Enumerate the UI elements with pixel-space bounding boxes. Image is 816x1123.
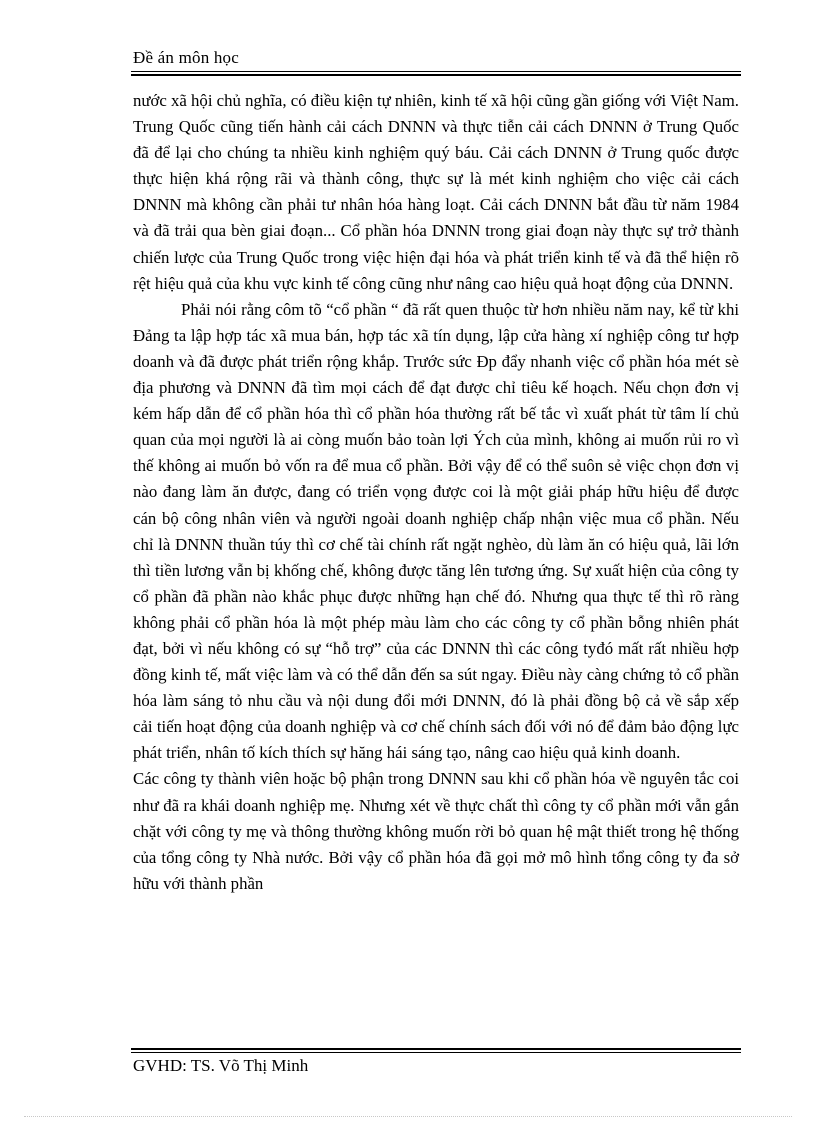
page-edge: [24, 1116, 792, 1117]
page-header-title: Đề án môn học: [133, 48, 239, 67]
footer-rule: [131, 1052, 741, 1053]
footer-rule-thick: [131, 1048, 741, 1050]
body-text: [133, 88, 739, 897]
paragraph: Các công ty thành viên hoặc bộ phận trong DNNN sau khi cổ phần hóa về nguyên tắc coi như đã ra khái doanh nghiệp mẹ. Nhưng xét về thực chất thì công ty cổ phần mới vẫn gắn chặt với công ty mẹ và thông thường không muốn rời bỏ quan hệ mật thiết trong hệ thống của tổng công ty Nhà nước. Bởi vậy cổ phần hóa đã gọi mở mô hình tổng công ty đa sở hữu với thành phần: [133, 769, 739, 893]
paragraph: Phải nói rằng côm tõ “cổ phần “ đã rất quen thuộc từ hơn nhiều năm nay, kể từ khi Đảng ta lập hợp tác xã mua bán, hợp tác xã tín dụng, lập cửa hàng xí nghiệp công tư hợp doanh và đã được phát triển rộng khắp. Trước sức Ðp đẩy nhanh việc cổ phần hóa mét sè địa phương và DNNN đã tìm mọi cách để đạt được chỉ tiêu kế hoạch. Nếu chọn đơn vị kém hấp dẫn để cổ phần hóa thì cổ phần hóa thường rất bế tắc vì xuất phát từ tâm lí chủ quan của mọi người là ai còng muốn bảo toàn lợi Ých của mình, không ai muốn rủi ro vì thế không ai muốn bỏ vốn ra để mua cổ phần. Bởi vậy để có thể suôn sẻ việc chọn đơn vị nào đang làm ăn được, đang có triển vọng được coi là một giải pháp hữu hiệu để được cán bộ công nhân viên và người ngoài doanh nghiệp chấp nhận việc mua cổ phần. Nếu chỉ là DNNN thuần túy thì cơ chế tài chính rất ngặt nghèo, dù làm ăn có hiệu quả, lãi lớn thì tiền lương vẫn bị khống chế, không được tăng lên tương ứng. Sự xuất hiện của công ty cổ phần đã phần nào khắc phục được những hạn chế đó. Nhưng qua thực tế thì rõ ràng không phải cổ phần hóa là một phép màu làm cho các công ty cổ phần bỗng nhiên phát đạt, bởi vì nếu không có sự “hỗ trợ” của các DNNN thì các công tyđó mất rất nhiều hợp đồng kinh tế, mất việc làm và có thể dẫn đến sa sút ngay. Điều này càng chứng tỏ cổ phần hóa làm sáng tỏ nhu cầu và nội dung đổi mới DNNN, đó là phải đồng bộ cả về sắp xếp cải tiến hoạt động của doanh nghiệp và cơ chế chính sách đối với nó để đảm bảo động lực phát triển, nhân tố kích thích sự hăng hái sáng tạo, nâng cao hiệu quả kinh doanh.: [133, 299, 739, 763]
header-rule: [131, 71, 741, 72]
header-rule-thick: [131, 74, 741, 76]
paragraph-continuation: nước xã hội chủ nghĩa, có điều kiện tự nhiên, kinh tế xã hội cũng gần giống với Việt Nam. Trung Quốc cũng tiến hành cải cách DNNN và thực tiễn cải cách DNNN ở Trung Quốc đã để lại cho chúng ta nhiều kinh nghiệm quý báu. Cải cách DNNN ở Trung quốc được thực hiện khá rộng rãi và thành công, thực sự là mét kinh nghiệm cho việc cải cách DNNN mà không cần phải tư nhân hóa hàng loạt. Cải cách DNNN bắt đầu từ năm 1984 và đã trải qua bèn giai đoạn... Cổ phần hóa DNNN trong giai đoạn này thực sự trở thành chiến lược của Trung Quốc trong việc hiện đại hóa và phát triển kinh tế và đã thể hiện rõ rệt hiệu quả của khu vực kinh tế công cũng như nâng cao hiệu quả hoạt động của DNNN.: [133, 91, 739, 293]
page-footer-text: GVHD: TS. Võ Thị Minh: [133, 1056, 309, 1075]
